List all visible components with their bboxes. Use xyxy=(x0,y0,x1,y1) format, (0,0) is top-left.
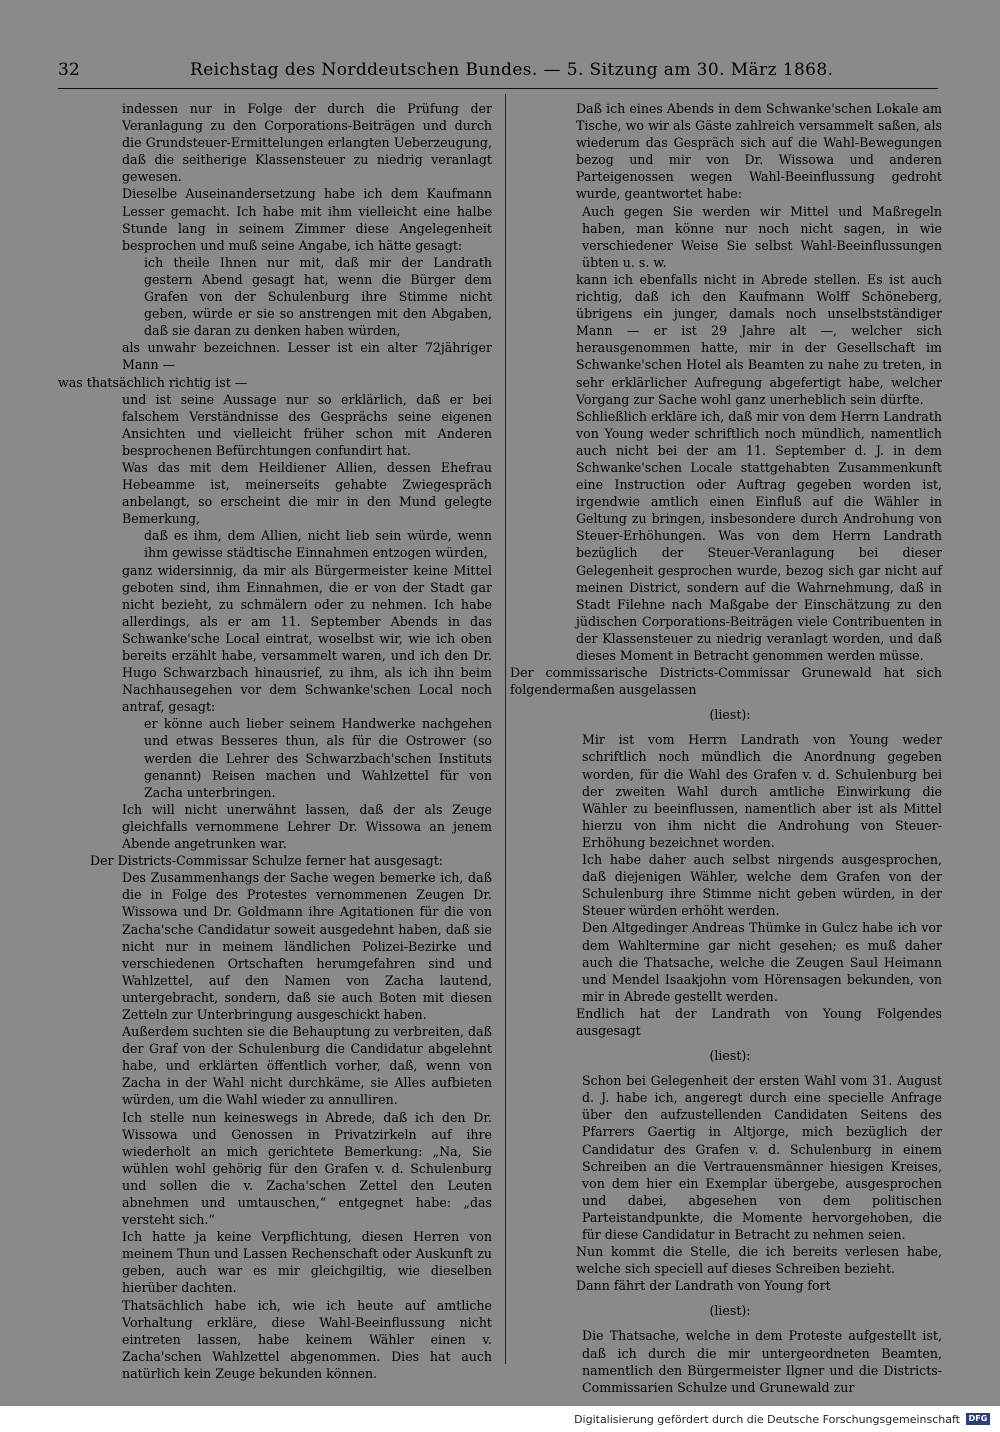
paragraph: Nun kommt die Stelle, die ich bereits verlesen habe, welche sich speciell auf dieses Schreiben bezieht. xyxy=(576,1244,942,1277)
paragraph: Den Altgedinger Andreas Thümke in Gulcz habe ich vor dem Wahltermine gar nicht gesehen; es muß daher auch die Thatsache, welche die Zeugen Saul Heimann und Mendel Isaakjohn vom Hörensagen bekunden, von mir in Abrede gestellt werden. xyxy=(582,920,942,1004)
paragraph: was thatsächlich richtig ist — xyxy=(58,374,248,390)
paragraph: (liest): xyxy=(709,1303,751,1319)
paragraph: Was das mit dem Heildiener Allien, dessen Ehefrau Hebeamme ist, meinerseits gehabte Zwiegespräch anbelangt, so erscheint die mir in den Mund gelegte Bemerkung, xyxy=(122,459,492,527)
paragraph: Des Zusammenhangs der Sache wegen bemerke ich, daß die in Folge des Protestes vernommenen Zeugen Dr. Wissowa und Dr. Goldmann ihre Agitationen für die von Zacha'sche Candidatur soweit ausgedehnt haben, daß sie nicht nur in meinem ländlichen Polizei-Bezirke und verschiedenen Ortschaften herumgefahren sind und Wahlzettel, auf den Namen von Zacha lautend, untergebracht, sondern, daß sie auch Boten mit diesen Zetteln zur Unterbringung ausgeschickt haben. xyxy=(122,870,492,1022)
paragraph: kann ich ebenfalls nicht in Abrede stellen. Es ist auch richtig, daß ich den Kaufmann Wolff Schöneberg, übrigens ein junger, damals noch unselbstständiger Mann — er ist 29 Jahre alt —, welcher sich herausgenommen hatte, mir in der Gesellschaft im Schwanke'schen Hotel als Beamten zu nahe zu treten, in sehr erklärlicher Aufregung abgefertigt habe, welcher Vorgang zur Sache wohl ganz unerheblich sein dürfte. xyxy=(576,271,942,407)
paragraph: Der commissarische Districts-Commissar Grunewald hat sich folgendermaßen ausgelassen xyxy=(510,665,942,698)
paragraph: Daß ich eines Abends in dem Schwanke'schen Lokale am Tische, wo wir als Gäste zahlreich versammelt saßen, als wiederum das Gespräch sich auf die Wahl-Bewegungen bezog und mir von Dr. Wissowa und anderen Parteigenossen wegen Wahl-Beeinflussung gedroht wurde, geantwortet habe: xyxy=(576,101,942,202)
header-rule xyxy=(58,88,938,89)
column-divider xyxy=(505,94,506,1364)
running-title: Reichstag des Norddeutschen Bundes. — 5. Sitzung am 30. März 1868. xyxy=(190,60,834,80)
page-header xyxy=(58,58,938,84)
paragraph: (liest): xyxy=(709,1048,751,1064)
paragraph: Dann fährt der Landrath von Young fort xyxy=(576,1278,831,1294)
paragraph: Der Districts-Commissar Schulze ferner hat ausgesagt: xyxy=(90,853,444,869)
paragraph: daß es ihm, dem Allien, nicht lieb sein würde, wenn ihm gewisse städtische Einnahmen entzogen würden, xyxy=(144,528,492,561)
left-column xyxy=(60,100,492,1382)
paragraph: (liest): xyxy=(709,707,751,723)
paragraph: Die Thatsache, welche in dem Proteste aufgestellt ist, daß ich durch die mir untergeordneten Beamten, namentlich den Bürgermeister Ilgner und die Districts-Commissarien Schulze und Grunewald zur xyxy=(582,1328,942,1395)
paragraph: ganz widersinnig, da mir als Bürgermeister keine Mittel geboten sind, ihm Einnahmen, die er von der Stadt gar nicht bezieht, zu schmälern oder zu nehmen. Ich habe allerdings, als er am 11. September Abends in das Schwanke'sche Local eintrat, woselbst wir, wie ich oben bereits erzählt habe, versammelt waren, und ich den Dr. Hugo Schwarzbach hinausrief, zu ihm, als ich ihn beim Nachhausegehen vor dem Schwanke'schen Local noch antraf, gesagt: xyxy=(122,562,492,715)
paragraph: Außerdem suchten sie die Behauptung zu verbreiten, daß der Graf von der Schulenburg die Candidatur abgelehnt habe, und erklärten öffentlich vorher, daß, wenn von Zacha in der Wahl nicht durchkäme, sie Alles aufbieten würden, um die Wahl wieder zu annulliren. xyxy=(122,1024,492,1108)
paragraph: Ich stelle nun keineswegs in Abrede, daß ich den Dr. Wissowa und Genossen in Privatzirkeln auf ihre wiederholt an mich gerichtete Bemerkung: „Na, Sie wühlen wohl gehörig für den Grafen v. d. Schulenburg und sollen die v. Zacha'schen Zettel den Leuten abnehmen und umtauschen,“ entgegnet habe: „das versteht sich.“ xyxy=(122,1109,492,1228)
paragraph: Endlich hat der Landrath von Young Folgendes ausgesagt xyxy=(576,1005,942,1038)
paragraph: Thatsächlich habe ich, wie ich heute auf amtliche Vorhaltung erkläre, diese Wahl-Beeinflussung nicht eintreten lassen, habe keinem Wähler einen v. Zacha'schen Wahlzettel abgenommen. Dies hat auch natürlich kein Zeuge bekunden können. xyxy=(122,1297,492,1381)
right-column xyxy=(510,100,942,1396)
paragraph: Ich will nicht unerwähnt lassen, daß der als Zeuge gleichfalls vernommene Lehrer Dr. Wissowa an jenem Abende angetrunken war. xyxy=(122,801,492,852)
paragraph: Mir ist vom Herrn Landrath von Young weder schriftlich noch mündlich die Anordnung gegeben worden, für die Wahl des Grafen v. d. Schulenburg bei der zweiten Wahl durch amtliche Einwirkung die Wähler zu beeinflussen, namentlich aber ist als Mittel hierzu von ihm nicht die Androhung von Steuer-Erhöhung bezeichnet worden. xyxy=(582,732,942,850)
paragraph: er könne auch lieber seinem Handwerke nachgehen und etwas Besseres thun, als für die Ostrower (so werden die Lehrer des Schwarzbach'schen Instituts genannt) Reisen machen und Wahlzettel für von Zacha unterbringen. xyxy=(144,716,492,800)
dfg-logo: DFG xyxy=(966,1413,990,1425)
paragraph: Ich hatte ja keine Verpflichtung, diesen Herren von meinem Thun und Lassen Rechenschaft oder Auskunft zu geben, auch war es mir gleichgiltig, wie dieselben hierüber dachten. xyxy=(122,1229,492,1296)
paragraph: Dieselbe Auseinandersetzung habe ich dem Kaufmann Lesser gemacht. Ich habe mit ihm vielleicht eine halbe Stunde lang in seinem Zimmer diese Angelegenheit besprochen und muß seine Angabe, ich hätte gesagt: xyxy=(122,186,492,253)
footer-bar xyxy=(0,1406,1000,1432)
paragraph: ich theile Ihnen nur mit, daß mir der Landrath gestern Abend gesagt hat, wenn die Bürger dem Grafen von der Schulenburg ihre Stimme nicht geben, würde er sie so anstrengen mit den Abgaben, daß sie daran zu denken haben würden, xyxy=(144,254,492,339)
paragraph: als unwahr bezeichnen. Lesser ist ein alter 72jähriger Mann — xyxy=(122,340,492,373)
paragraph: Auch gegen Sie werden wir Mittel und Maßregeln haben, man könne nur noch nicht sagen, in wie verschiedener Weise Sie selbst Wahl-Beeinflussungen übten u. s. w. xyxy=(582,203,942,270)
paragraph: Ich habe daher auch selbst nirgends ausgesprochen, daß diejenigen Wähler, welche dem Grafen von der Schulenburg ihre Stimme nicht geben würden, in der Steuer würden erhöht werden. xyxy=(582,852,942,919)
page-number: 32 xyxy=(58,60,80,80)
paragraph: Schon bei Gelegenheit der ersten Wahl vom 31. August d. J. habe ich, angeregt durch eine specielle Anfrage über den aufzustellenden Candidaten Seitens des Pfarrers Gaertig in Altjorge, mich bezüglich der Candidatur des Grafen v. d. Schulenburg in einem Schreiben an die Vertrauensmänner hiesigen Kreises, von dem hier ein Exemplar übergebe, ausgesprochen und dabei, abgesehen von dem politischen Parteistandpunkte, die Momente hervorgehoben, die für diese Candidatur in Betracht zu nehmen seien. xyxy=(582,1073,942,1242)
paragraph: und ist seine Aussage nur so erklärlich, daß er bei falschem Verständnisse des Gesprächs seine eigenen Ansichten und vielleicht früher schon mit Anderen besprochenen Befürchtungen confundirt hat. xyxy=(122,391,492,458)
paragraph: indessen nur in Folge der durch die Prüfung der Veranlagung zu den Corporations-Beiträgen und durch die Grundsteuer-Ermittelungen erlangten Ueberzeugung, daß die seitherige Klassensteuer zu niedrig veranlagt gewesen. xyxy=(122,101,492,185)
funding-credit: Digitalisierung gefördert durch die Deutsche Forschungsgemeinschaft xyxy=(574,1413,960,1426)
paragraph: Schließlich erkläre ich, daß mir von dem Herrn Landrath von Young weder schriftlich noch mündlich, namentlich auch nicht bei der am 11. September d. J. in dem Schwanke'schen Locale stattgehabten Zusammenkunft eine Instruction oder Auftrag gegeben worden ist, irgendwie amtlich einen Einfluß auf die Wähler in Geltung zu bringen, insbesondere durch Androhung von Steuer-Erhöhungen. Was von dem Herrn Landrath bezüglich der Steuer-Veranlagung bei dieser Gelegenheit gesprochen wurde, bezog sich gar nicht auf meinen District, sondern auf die Wahrnehmung, daß in Stadt Filehne nach Maßgabe der Einschätzung zu den jüdischen Corporations-Beiträgen viele Contribuenten in der Klassensteuer zu niedrig veranlagt worden, und daß dieses Moment in Betracht genommen werden müsse. xyxy=(576,408,942,663)
